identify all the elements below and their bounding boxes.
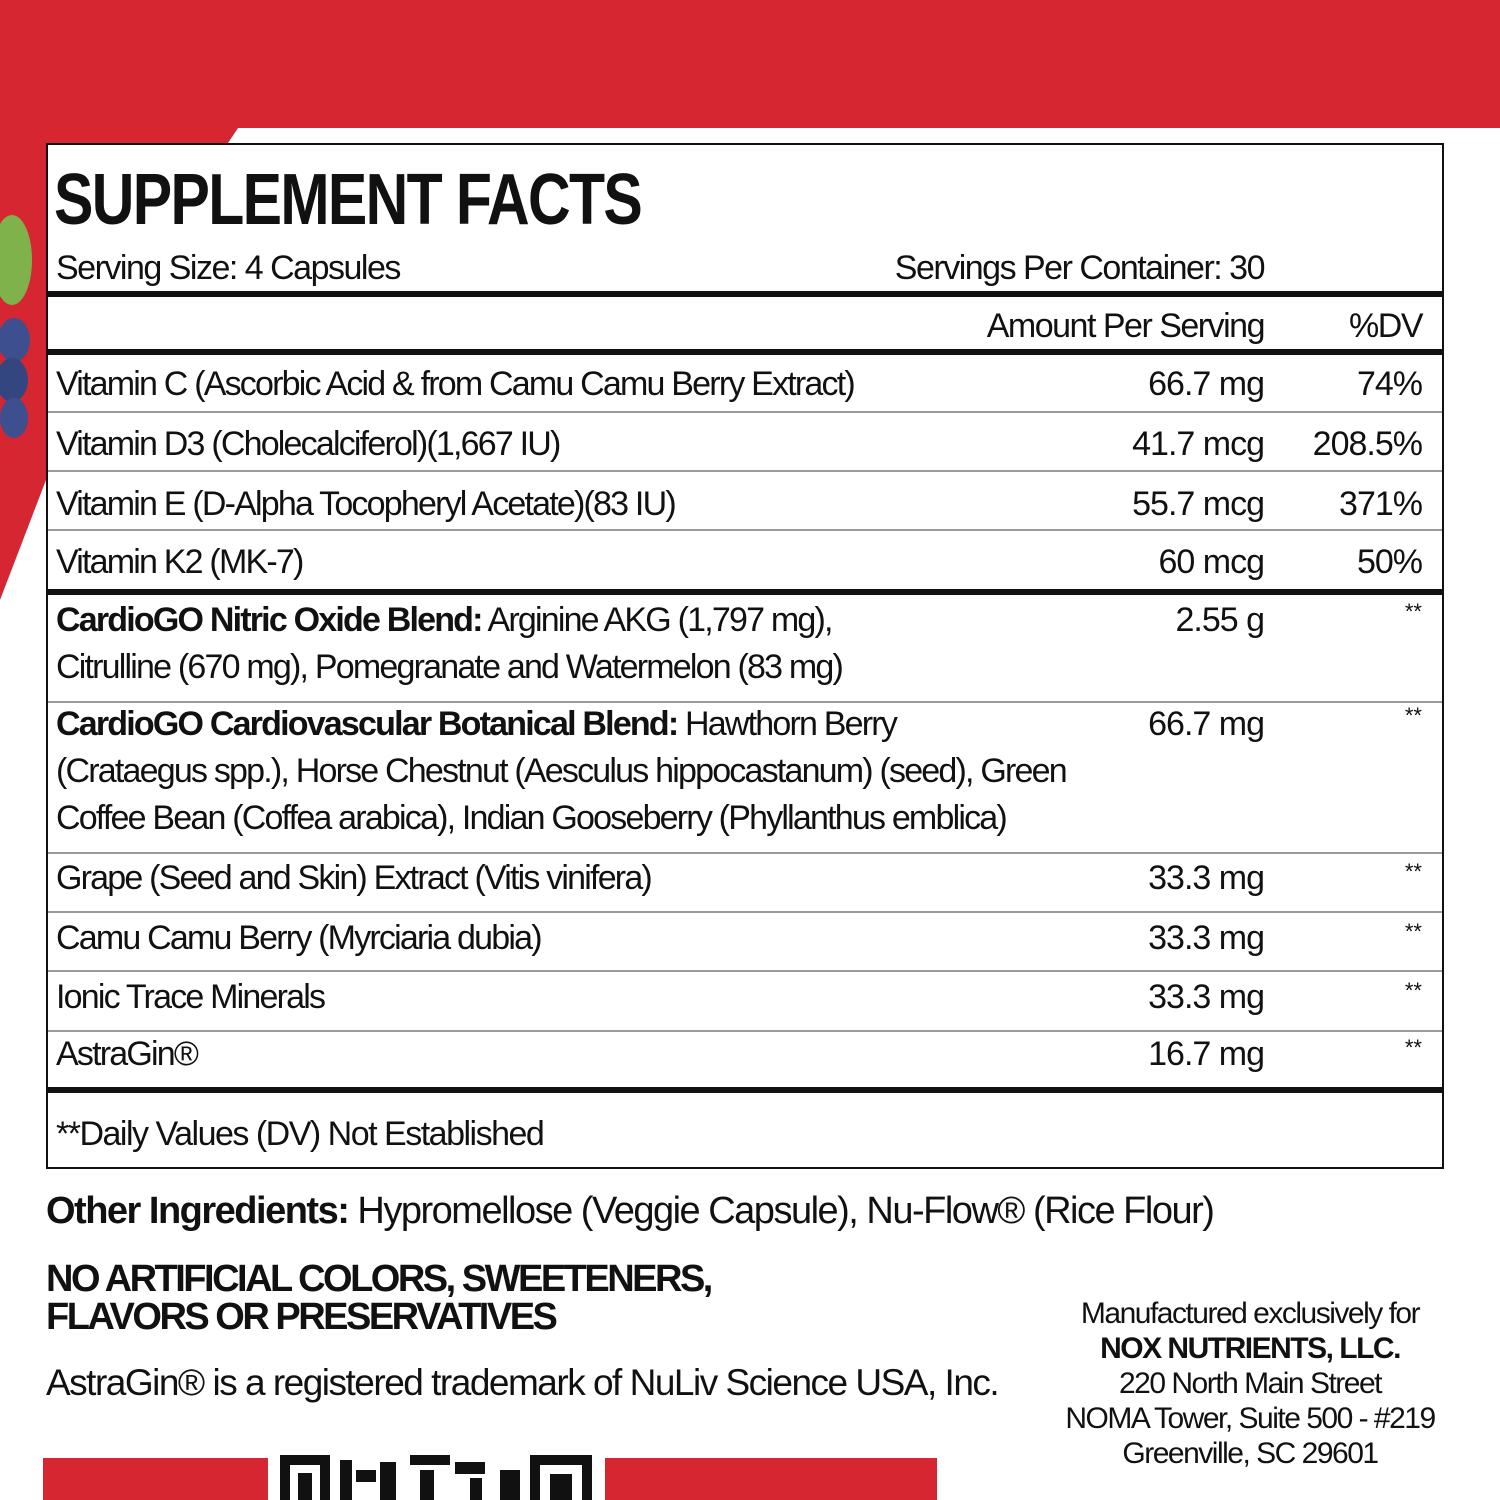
panel-title: SUPPLEMENT FACTS — [54, 160, 642, 240]
amount-header: Amount Per Serving — [986, 307, 1264, 345]
trademark-notice: AstraGin® is a registered trademark of NuLiv Science USA, Inc. — [46, 1362, 999, 1403]
manufacturer-info: Manufactured exclusively for NOX NUTRIENTS, LLC. 220 North Main Street NOMA Tower, Suite 500 - #219 Greenville, SC 29601 — [1065, 1297, 1435, 1470]
dv-header: %DV — [1349, 307, 1422, 345]
red-bar-right — [605, 1458, 937, 1500]
no-artificial-claim: NO ARTIFICIAL COLORS, SWEETENERS, FLAVORS OR PRESERVATIVES — [46, 1258, 711, 1338]
serving-size: Serving Size: 4 Capsules — [56, 249, 400, 287]
dv-footnote: **Daily Values (DV) Not Established — [56, 1115, 544, 1153]
supplement-facts-panel: SUPPLEMENT FACTS Serving Size: 4 Capsules Servings Per Container: 30 Amount Per Serving %DV Vitamin C (Ascorbic Acid & from Camu Camu Berry Extract) 66.7 mg 74% Vitamin D3 (Cholecalciferol)(1,667 IU) 41.7 mcg 208.5% Vitamin E (D-Alpha Tocopheryl Acetate)(83 IU) 55.7 mcg 371% Vitamin K2 (MK-7) 60 mcg 50% CardioGO Nitric Oxide Blend: Arginine AKG (1,797 mg), Citrulline (670 mg), Pomegranate and Watermelon (83 mg) 2.55 g ** CardioGO Cardiovascular Botanical Blend: Hawthorn Berry (Crataegus spp.), Horse Chestnut (Aesculus hippocastanum) (seed), Green Coffee Bean (Coffea arabica), Indian Gooseberry (Phyllanthus emblica) 66.7 mg ** Grape (Seed and Skin) Extract (Vitis vinifera) 33.3 mg ** Camu Camu Berry (Myrciaria dubia) 33.3 mg ** Ionic Trace Minerals 33.3 mg ** AstraGin® 16.7 mg ** **Daily Values (DV) Not Established — [46, 143, 1444, 1169]
servings-per-container: Servings Per Container: 30 — [894, 249, 1264, 287]
qr-code — [280, 1455, 592, 1500]
red-bar-left — [43, 1458, 268, 1500]
other-ingredients: Other Ingredients: Hypromellose (Veggie Capsule), Nu-Flow® (Rice Flour) — [46, 1190, 1214, 1232]
